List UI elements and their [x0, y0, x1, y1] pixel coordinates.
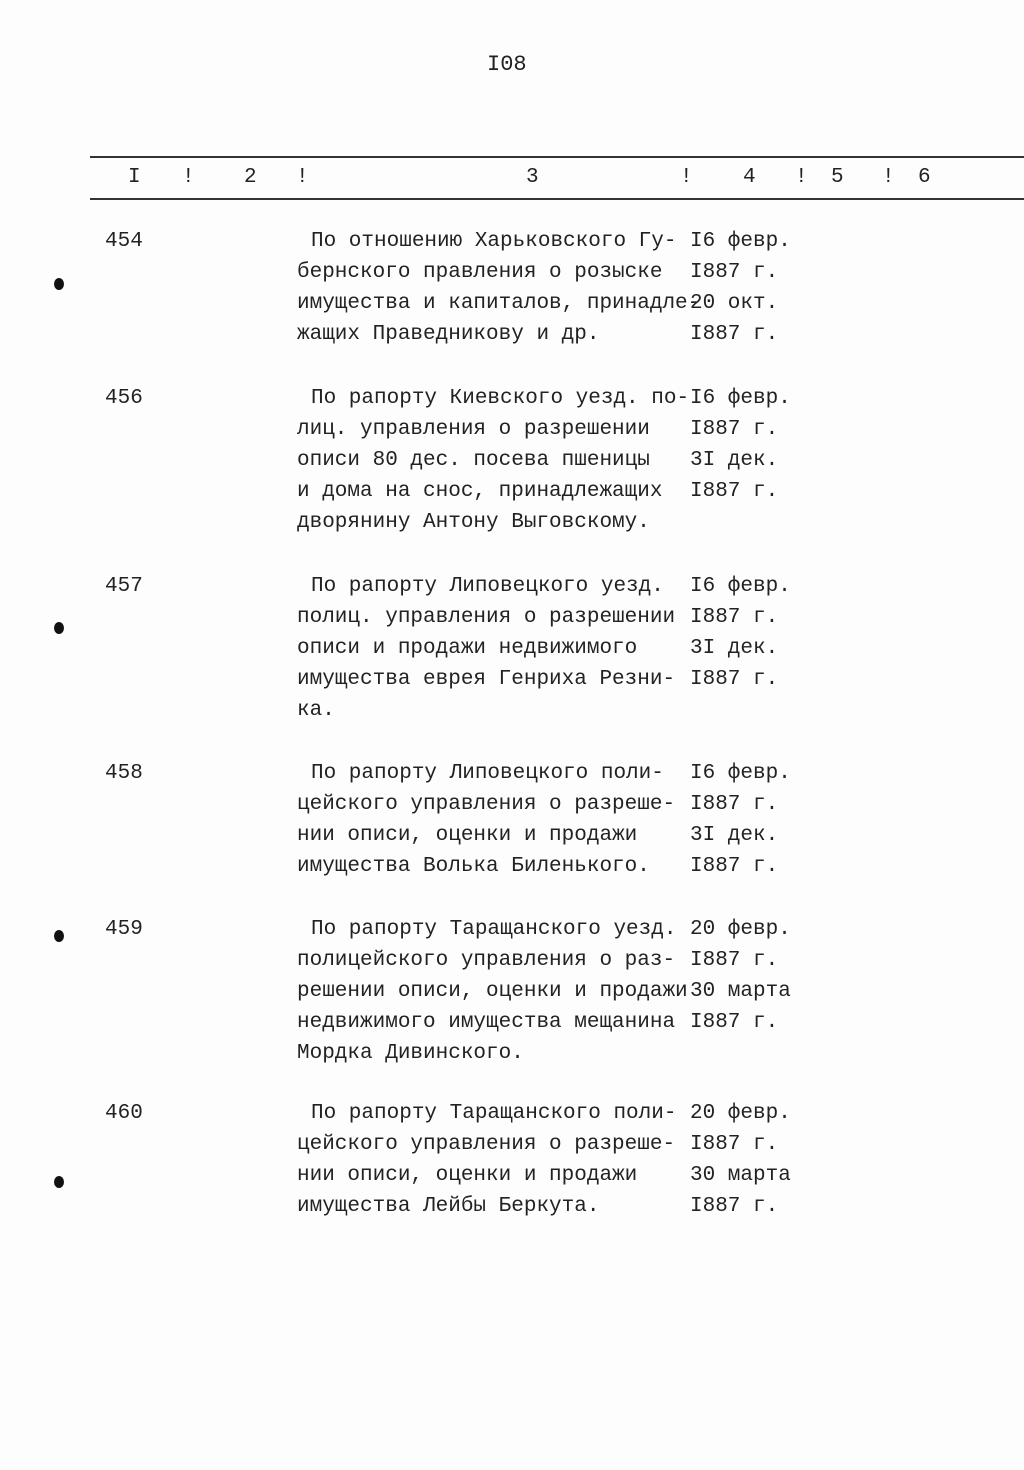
description-line: По рапорту Таращанского поли- [311, 1102, 677, 1125]
col-header-2: 2 [244, 166, 257, 189]
description-line: По рапорту Липовецкого уезд. [311, 575, 664, 598]
date-line: I6 февр. [690, 575, 791, 598]
entry-dates [690, 226, 830, 350]
date-line: I887 г. [690, 1133, 779, 1156]
date-line: I887 г. [690, 323, 779, 346]
date-line: I887 г. [690, 418, 779, 441]
col-sep: ! [182, 166, 195, 189]
entry-description [297, 914, 697, 1069]
date-line: I6 февр. [690, 762, 791, 785]
date-line: 30 марта [690, 1164, 791, 1187]
col-header-6: 6 [918, 166, 931, 189]
col-header-5: 5 [831, 166, 844, 189]
col-sep: ! [882, 166, 895, 189]
entry-description [297, 1098, 697, 1222]
entry-number: 460 [105, 1102, 143, 1125]
date-line: 30 марта [690, 980, 791, 1003]
page-number: I08 [487, 52, 527, 77]
binding-hole-mark [54, 1176, 64, 1188]
date-line: I887 г. [690, 1011, 779, 1034]
description-line: бернского правления о розыске [297, 261, 663, 284]
col-header-4: 4 [743, 166, 756, 189]
description-line: По рапорту Таращанского уезд. [311, 918, 677, 941]
entry-dates [690, 571, 830, 695]
col-header-3: 3 [526, 166, 539, 189]
description-line: имущества еврея Генриха Резни- [297, 668, 676, 691]
date-line: 3I дек. [690, 637, 779, 660]
date-line: I887 г. [690, 606, 779, 629]
entry-dates [690, 383, 830, 507]
description-line: жащих Праведникову и др. [297, 323, 600, 346]
description-line: Мордка Дивинского. [297, 1042, 524, 1065]
entry-dates [690, 1098, 830, 1222]
description-line: недвижимого имущества мещанина [297, 1011, 676, 1034]
description-line: ка. [297, 699, 335, 722]
entry-description [297, 226, 701, 350]
entry-number: 458 [105, 762, 143, 785]
description-line: описи и продажи недвижимого [297, 637, 638, 660]
description-line: цейского управления о разреше- [297, 1133, 676, 1156]
description-line: По рапорту Липовецкого поли- [311, 762, 664, 785]
description-line: полиц. управления о разрешении [297, 606, 676, 629]
table-header-rule [90, 198, 1024, 200]
entry-description [297, 758, 697, 882]
description-line: полицейского управления о раз- [297, 949, 676, 972]
binding-hole-mark [54, 278, 64, 290]
date-line: 3I дек. [690, 824, 779, 847]
table-top-rule [90, 156, 1024, 158]
description-line: решении описи, оценки и продажи [297, 980, 688, 1003]
entry-description [297, 383, 697, 538]
date-line: I887 г. [690, 668, 779, 691]
description-line: лиц. управления о разрешении [297, 418, 650, 441]
description-line: цейского управления о разреше- [297, 793, 676, 816]
entry-description [297, 571, 697, 726]
date-line: 20 февр. [690, 918, 791, 941]
binding-hole-mark [54, 930, 64, 942]
date-line: I887 г. [690, 793, 779, 816]
entry-number: 459 [105, 918, 143, 941]
col-sep: ! [680, 166, 693, 189]
description-line: имущества и капиталов, принадле- [297, 292, 701, 315]
description-line: нии описи, оценки и продажи [297, 824, 638, 847]
binding-hole-mark [54, 622, 64, 634]
description-line: имущества Лейбы Беркута. [297, 1195, 600, 1218]
description-line: и дома на снос, принадлежащих [297, 480, 663, 503]
date-line: I6 февр. [690, 387, 791, 410]
date-line: 20 окт. [690, 292, 779, 315]
description-line: имущества Волька Биленького. [297, 855, 650, 878]
description-line: По отношению Харьковского Гу- [311, 230, 677, 253]
col-header-1: I [128, 166, 141, 189]
date-line: I887 г. [690, 261, 779, 284]
entry-dates [690, 914, 830, 1038]
description-line: описи 80 дес. посева пшеницы [297, 449, 650, 472]
entry-dates [690, 758, 830, 882]
date-line: I6 февр. [690, 230, 791, 253]
entry-number: 454 [105, 230, 143, 253]
date-line: I887 г. [690, 855, 779, 878]
date-line: I887 г. [690, 480, 779, 503]
col-sep: ! [795, 166, 808, 189]
description-line: По рапорту Киевского уезд. по- [311, 387, 690, 410]
date-line: I887 г. [690, 949, 779, 972]
date-line: 3I дек. [690, 449, 779, 472]
date-line: I887 г. [690, 1195, 779, 1218]
entry-number: 456 [105, 387, 143, 410]
col-sep: ! [296, 166, 309, 189]
entry-number: 457 [105, 575, 143, 598]
date-line: 20 февр. [690, 1102, 791, 1125]
description-line: нии описи, оценки и продажи [297, 1164, 638, 1187]
description-line: дворянину Антону Выговскому. [297, 511, 650, 534]
